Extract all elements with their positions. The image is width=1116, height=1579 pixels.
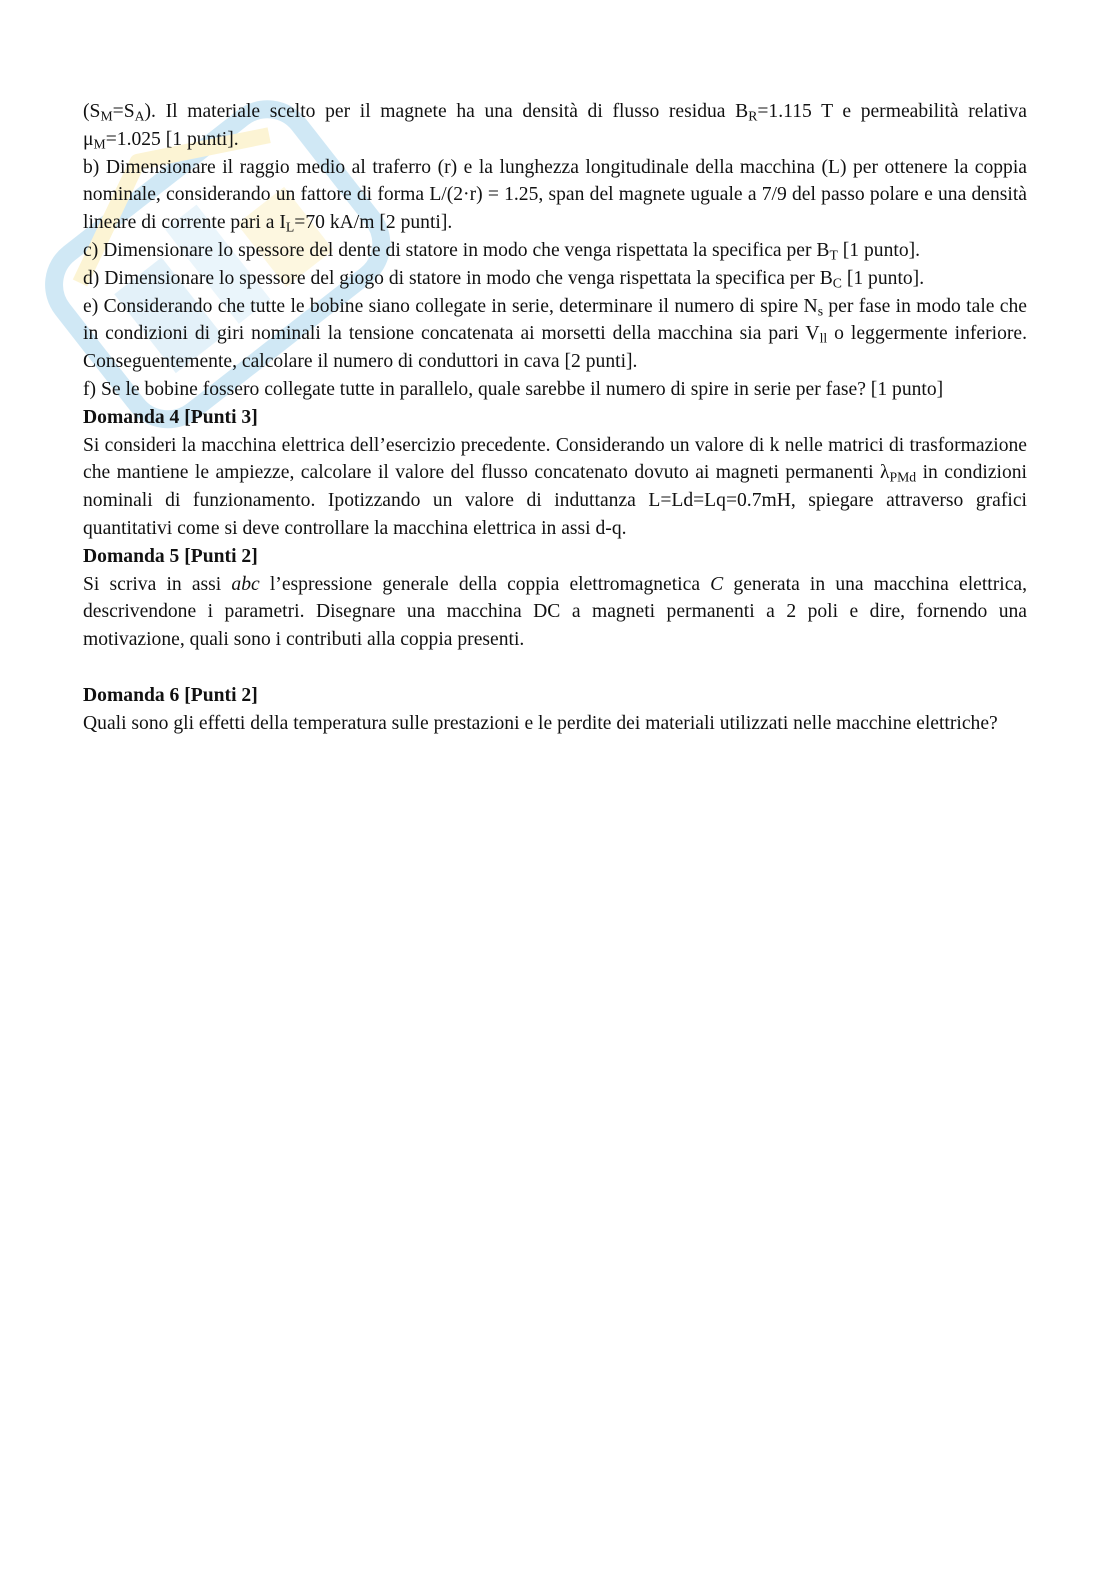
question-6-text: Quali sono gli effetti della temperatura sulle prestazioni e le perdite dei materiali utilizzati nelle macchine elettriche? bbox=[83, 712, 998, 734]
question-5-text: Si scriva in assi abc l’espressione generale della coppia elettromagnetica C generata in una macchina elettrica, descrivendone i parametri. Disegnare una macchina DC a magneti permanenti a 2 poli e dire, fornendo una motivazione, quali sono i contributi alla coppia presenti. bbox=[83, 573, 1027, 651]
question-4-heading: Domanda 4 [Punti 3] bbox=[83, 406, 258, 428]
question-4-text: Si consideri la macchina elettrica dell’esercizio precedente. Considerando un valore di k nelle matrici di trasformazione che mantiene le ampiezze, calcolare il valore del flusso concatenato dovuto ai magneti permanenti $\lambda_{PMd}$ in condizioni nominali di funzionamento. Ipotizzando un valore di induttanza L=Ld=Lq=0.7mH, spiegare attraverso grafici quantitativi come si deve controllare la macchina elettrica in assi d-q. bbox=[83, 434, 1028, 539]
document-body bbox=[83, 98, 1027, 738]
question-5-heading: Domanda 5 [Punti 2] bbox=[83, 545, 258, 567]
exercise-3-item-f: f) Se le bobine fossero collegate tutte in parallelo, quale sarebbe il numero di spire in serie per fase? [1 punto] bbox=[83, 378, 944, 400]
exercise-3-item-b: b) Dimensionare il raggio medio al traferro (r) e la lunghezza longitudinale della macchina (L) per ottenere la coppia nominale, considerando un fattore di forma L/(2·r) = 1.25, span del magnete uguale a 7/9 del passo polare e una densità lineare di corrente pari a $I_L=70$ kA/m [2 punti]. bbox=[83, 156, 1027, 235]
exercise-3-item-d: d) Dimensionare lo spessore del giogo di statore in modo che venga rispettata la specifica per $B_C$ [1 punto]. bbox=[83, 267, 925, 291]
question-6-heading: Domanda 6 [Punti 2] bbox=[83, 684, 258, 706]
exercise-3-item-c: c) Dimensionare lo spessore del dente di statore in modo che venga rispettata la specifica per $B_T$ [1 punto]. bbox=[83, 239, 921, 263]
exercise-3-continuation: $(S_M=S_A)$. Il materiale scelto per il magnete ha una densità di flusso residua $B_R=1.115$ T e permeabilità relativa $\mu_M=1.025$ [1 punti]. bbox=[83, 101, 1028, 152]
exercise-3-item-e: e) Considerando che tutte le bobine siano collegate in serie, determinare il numero di spire $N_s$ per fase in modo tale che in condizioni di giri nominali la tensione concatenata ai morsetti della macchina sia pari $V_{ll}$ o leggermente inferiore. Conseguentemente, calcolare il numero di conduttori in cava [2 punti]. bbox=[83, 295, 1028, 373]
